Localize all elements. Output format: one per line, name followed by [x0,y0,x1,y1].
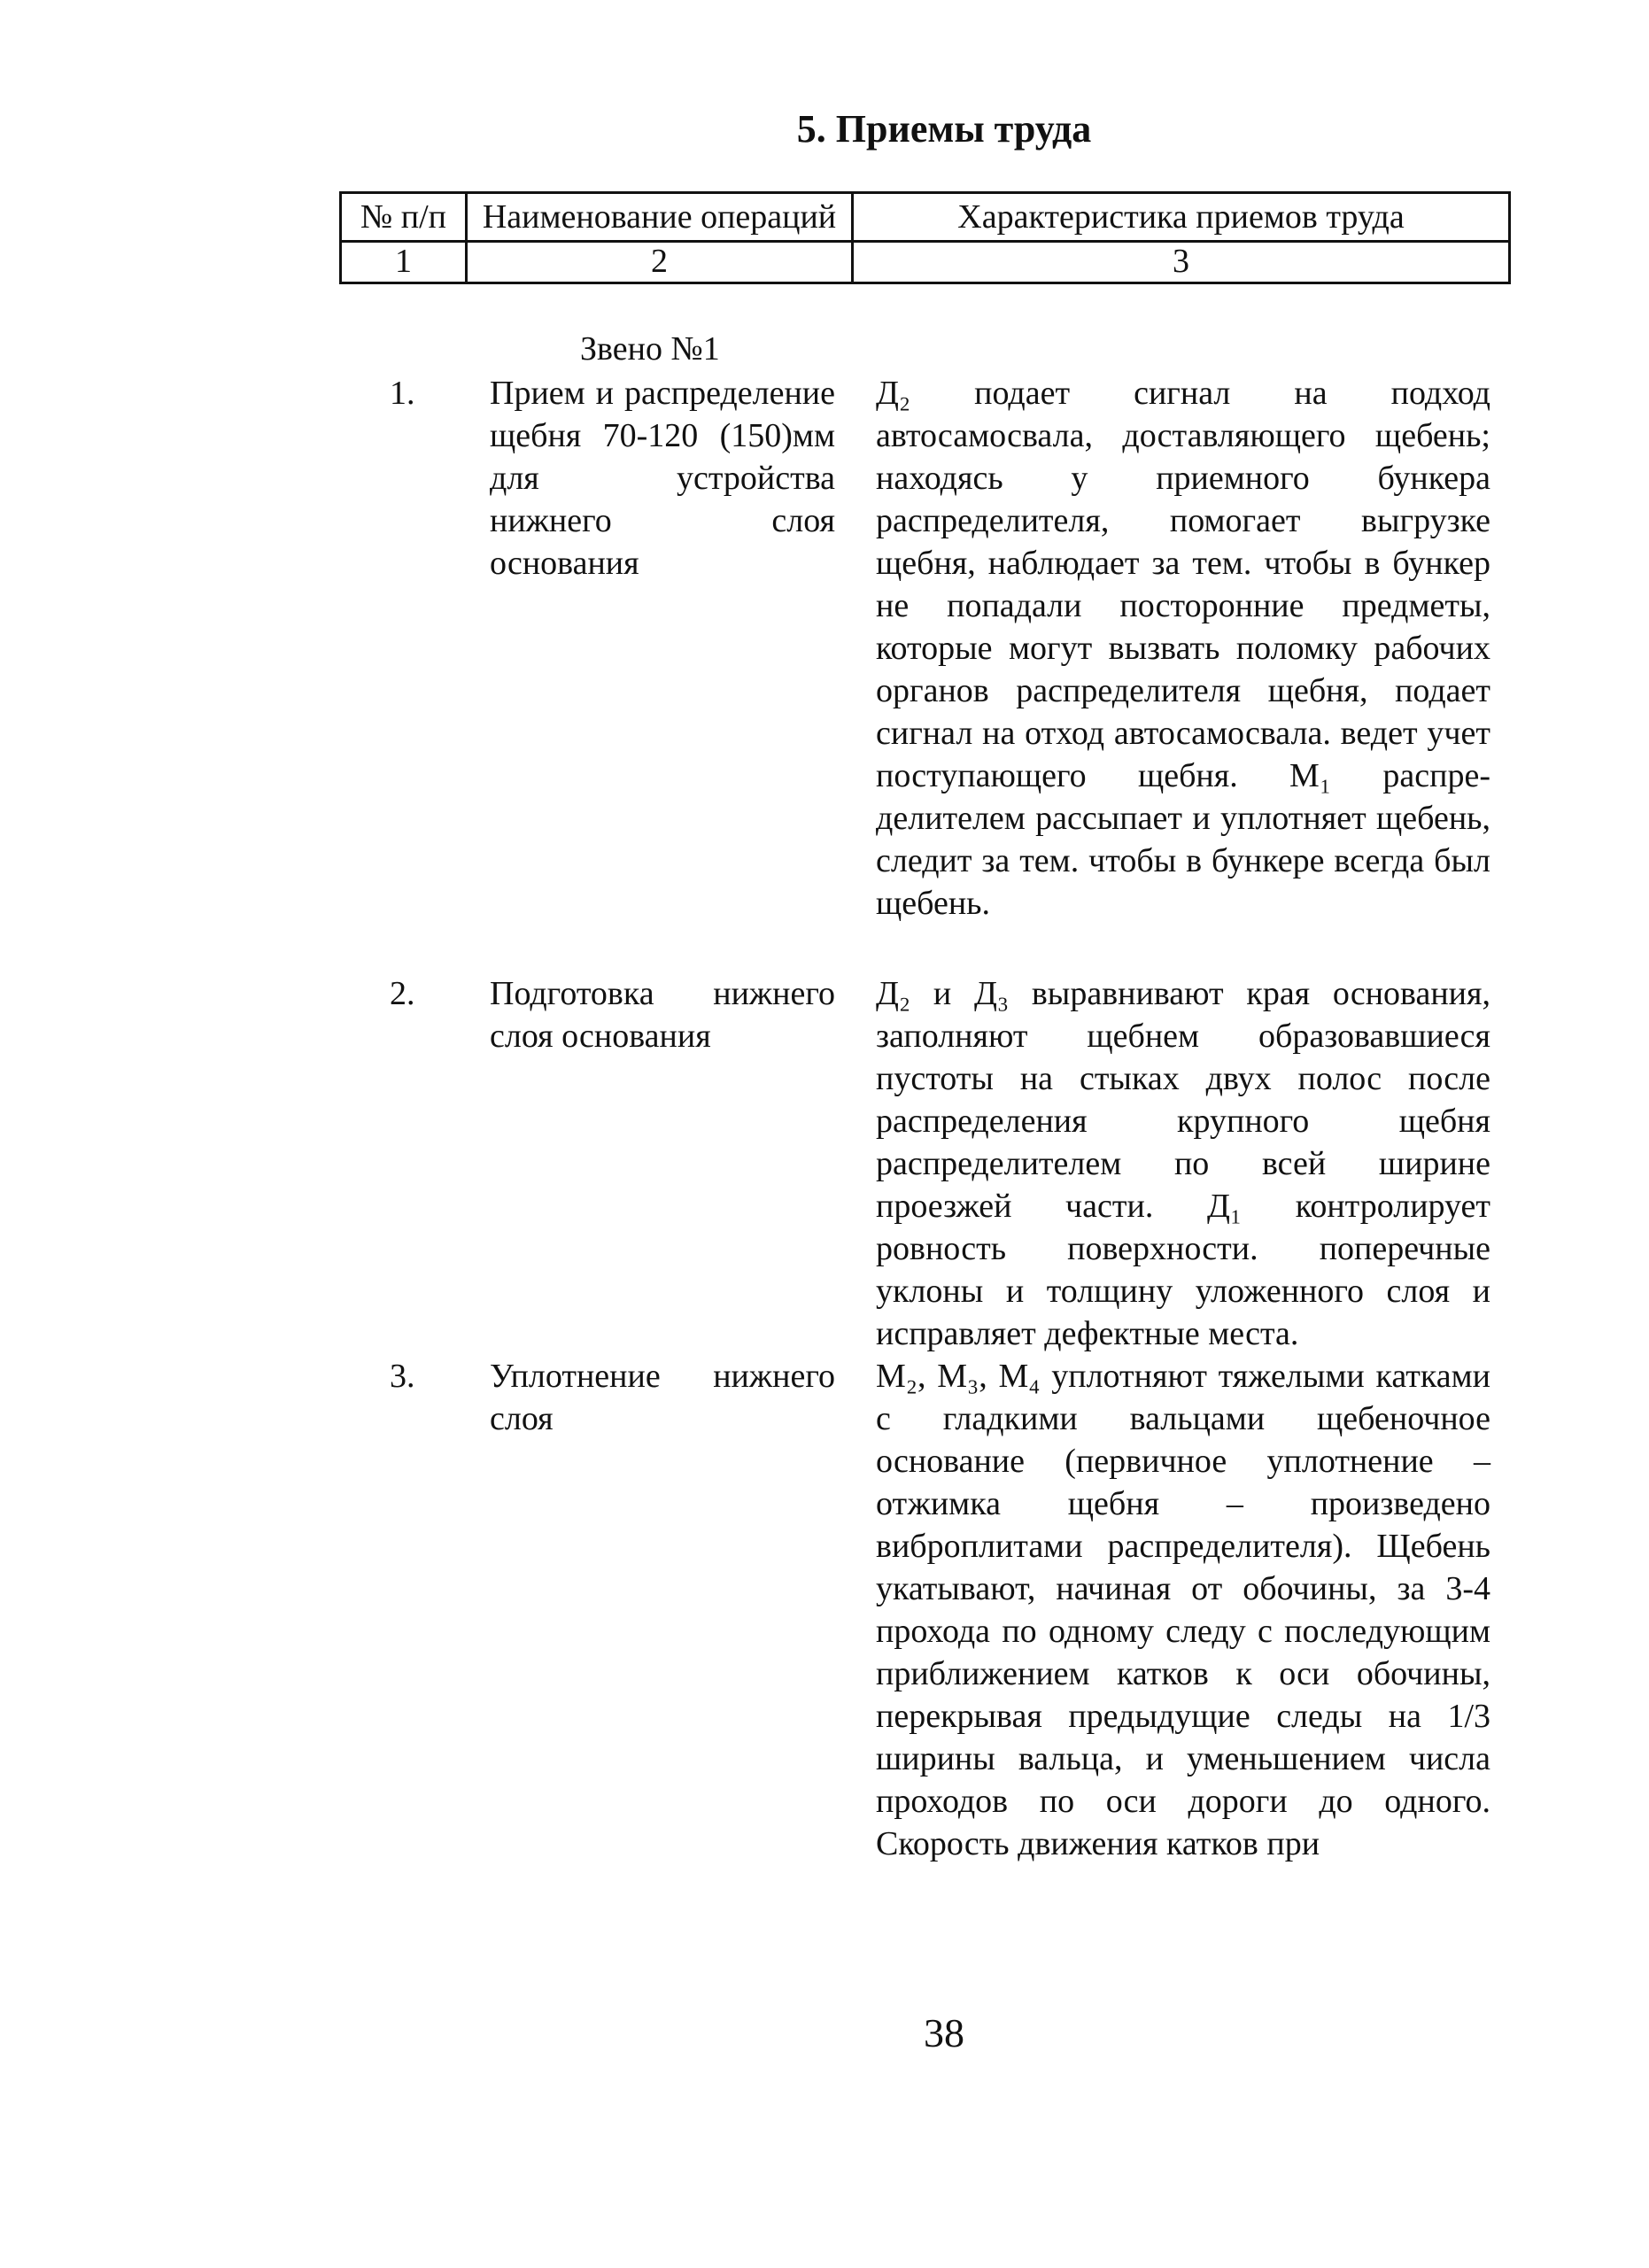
row-number: 1. [390,375,415,412]
section-title: 5. Приемы труда [796,107,1092,151]
operation-name: Уплотнение нижнего слоя [490,1358,835,1437]
group-label: Звено №1 [580,330,720,368]
row-number: 2. [390,975,415,1012]
operation-name: Подготовка нижнего слоя основания [490,975,835,1055]
page-number: 38 [924,2010,964,2055]
row-number: 3. [390,1358,415,1395]
operation-description: М₂, М₃, М₄ уплотняют тяжелыми катками с гладкими вальцами щебеночное основание (первичное уплотнение – отжимка щебня – произведено виброплитами распределителя). Щебень укатывают, начиная от обочины, за 3-4 прохода по одному следу с последующим приближением катков к оси обочины, перекрывая предыдущие следы на 1/3 ширины вальца, и уменьшением числа проходов по оси дороги до одного. Скорость движения катков при [876,1358,1490,1862]
operation-description: Д₂ и Д₃ выравнивают края основания, заполняют щебнем образовавшиеся пустоты на стыках двух полос после распределения крупного щебня распределителем по всей ширине проезжей части. Д₁ контролирует ровность поверхности. поперечные уклоны и толщину уложенного слоя и исправляет дефектные места. [876,975,1490,1352]
column-number-2: 2 [467,242,853,283]
header-row [341,193,1510,242]
header-col-description: Характеристика приемов труда [853,193,1510,242]
operation-description: Д₂ подает сигнал на подход автосамосвала, доставляющего щебень; находясь у приемного бункера распределителя, помогает выгрузке щебня, наблюдает за тем. чтобы в бункер не попадали посторонние предметы, которые могут вызвать поломку рабочих органов распределителя щебня, подает сигнал на отход автосамосвала. ведет учет поступающего щебня. М₁ распределителем рассыпает и уплотняет щебень, следит за тем. чтобы в бункере всегда был щебень. [876,375,1490,922]
table-header [339,191,1511,284]
column-number-row [341,242,1510,283]
column-number-3: 3 [853,242,1510,283]
column-number-1: 1 [341,242,467,283]
header-col-operation: Наименование операций [467,193,853,242]
header-col-number: № п/п [341,193,467,242]
operation-name: Прием и распределение щебня 70-120 (150)мм для устройства нижнего слоя основания [490,375,835,582]
